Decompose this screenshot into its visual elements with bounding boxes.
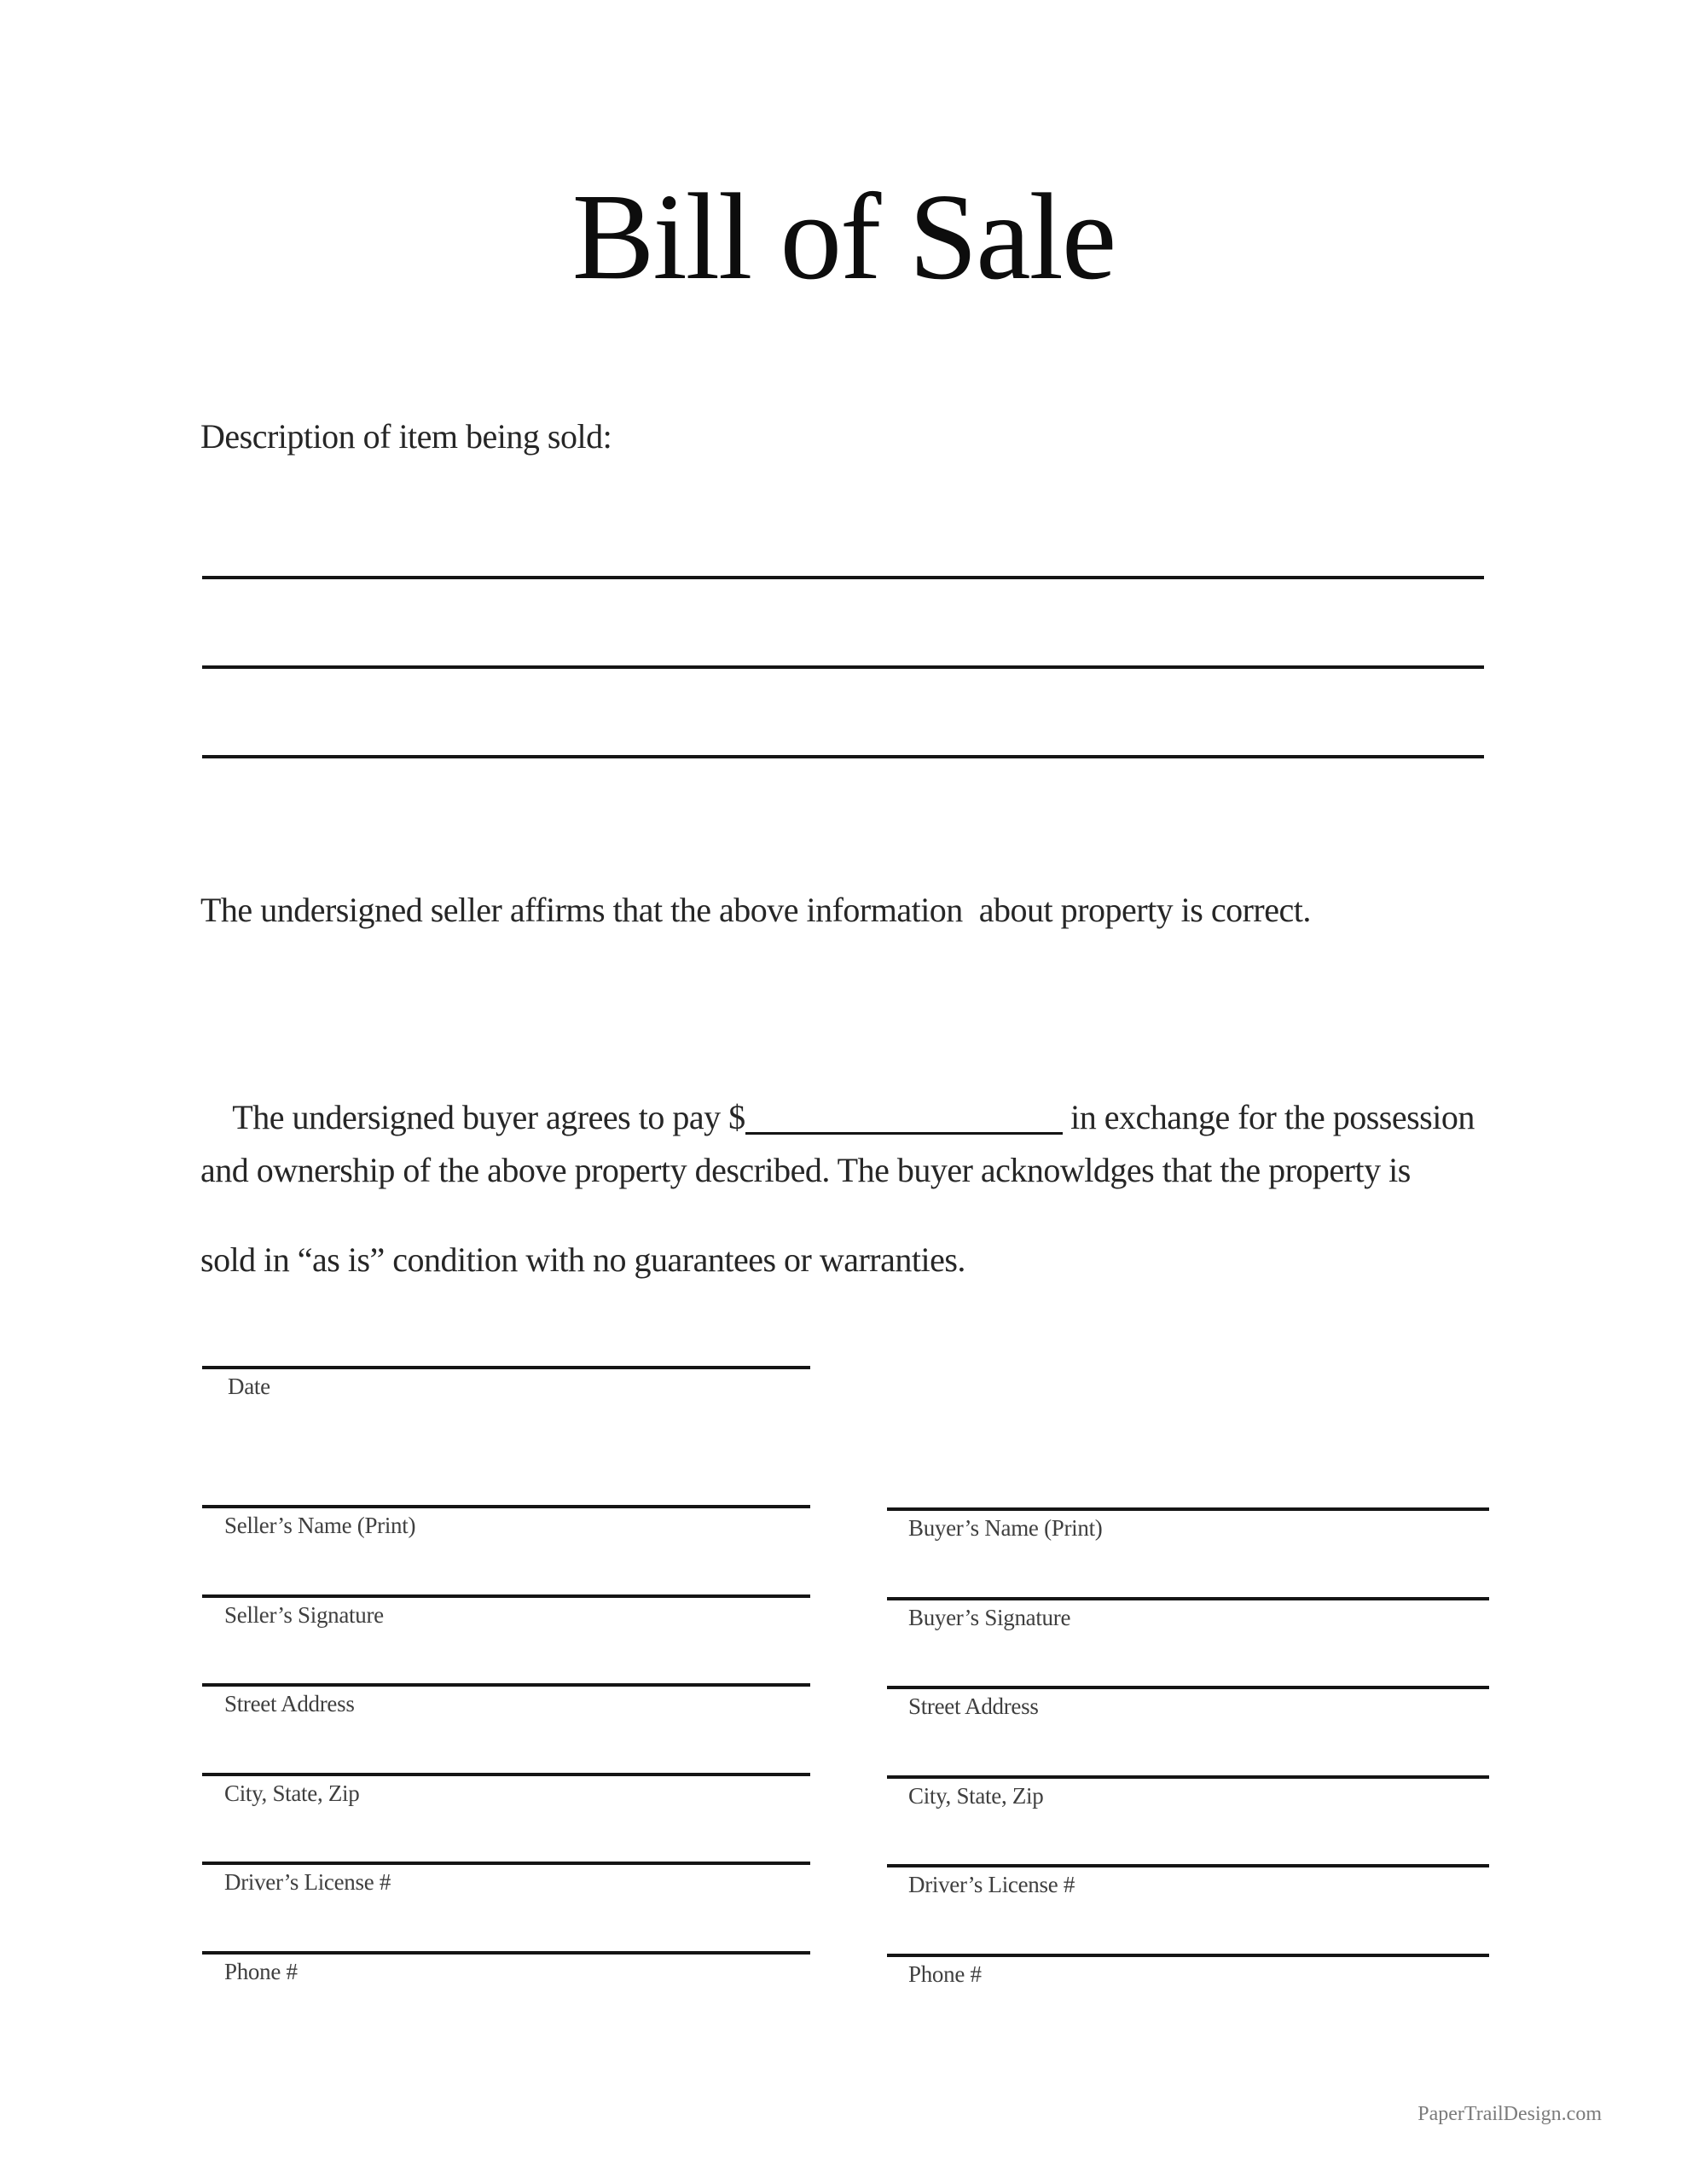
seller-field-row [202,1683,810,1716]
buyer-agreement-after-amount: in exchange for the possession [1062,1098,1475,1136]
seller-field-row [202,1951,810,1984]
buyer-field-label: Phone # [908,1961,982,1987]
buyer-blank-line [887,1597,1489,1600]
seller-blank-line [202,1862,810,1865]
seller-field-label: Phone # [224,1959,298,1984]
buyer-agreement-line-3: sold in “as is” condition with no guarantees or warranties. [200,1240,965,1279]
buyer-field-label: Buyer’s Name (Print) [908,1515,1103,1541]
buyer-blank-line [887,1686,1489,1689]
buyer-field-row [887,1507,1489,1540]
buyer-field-label: Driver’s License # [908,1872,1075,1897]
buyer-field-label: Buyer’s Signature [908,1605,1071,1630]
seller-field-label: Driver’s License # [224,1869,391,1895]
buyer-field-row [887,1775,1489,1808]
seller-blank-line [202,1505,810,1508]
buyer-agreement-before-amount: The undersigned buyer agrees to pay $ [232,1098,745,1136]
description-blank-line-2 [202,665,1484,669]
buyer-field-label: Street Address [908,1693,1039,1719]
buyer-field-label: City, State, Zip [908,1783,1044,1809]
buyer-blank-line [887,1507,1489,1511]
date-label: Date [228,1374,270,1399]
seller-affirmation-text: The undersigned seller affirms that the above information about property is correct. [200,891,1311,929]
buyer-agreement-line-2: and ownership of the above property described. The buyer acknowldges that the property is [200,1151,1411,1189]
seller-blank-line [202,1594,810,1598]
seller-field-row [202,1505,810,1537]
seller-blank-line [202,1951,810,1955]
seller-blank-line [202,1683,810,1687]
seller-field-label: Seller’s Name (Print) [224,1513,416,1538]
payment-amount-blank-line [745,1098,1063,1135]
date-field [202,1366,810,1398]
date-blank-line [202,1366,810,1369]
description-blank-line-3 [202,755,1484,758]
buyer-field-row [887,1954,1489,1986]
description-label: Description of item being sold: [200,417,612,456]
buyer-field-row [887,1686,1489,1718]
seller-field-label: Street Address [224,1691,355,1716]
buyer-blank-line [887,1864,1489,1867]
seller-blank-line [202,1773,810,1776]
buyer-blank-line [887,1954,1489,1957]
buyer-field-row [887,1864,1489,1896]
footer-credit: PaperTrailDesign.com [1417,2103,1602,2125]
seller-field-row [202,1862,810,1894]
description-blank-line-1 [202,576,1484,579]
seller-field-label: City, State, Zip [224,1780,360,1806]
seller-field-row [202,1773,810,1805]
buyer-field-row [887,1597,1489,1629]
buyer-blank-line [887,1775,1489,1779]
seller-field-row [202,1594,810,1627]
document-title: Bill of Sale [571,169,1116,305]
seller-field-label: Seller’s Signature [224,1602,384,1628]
